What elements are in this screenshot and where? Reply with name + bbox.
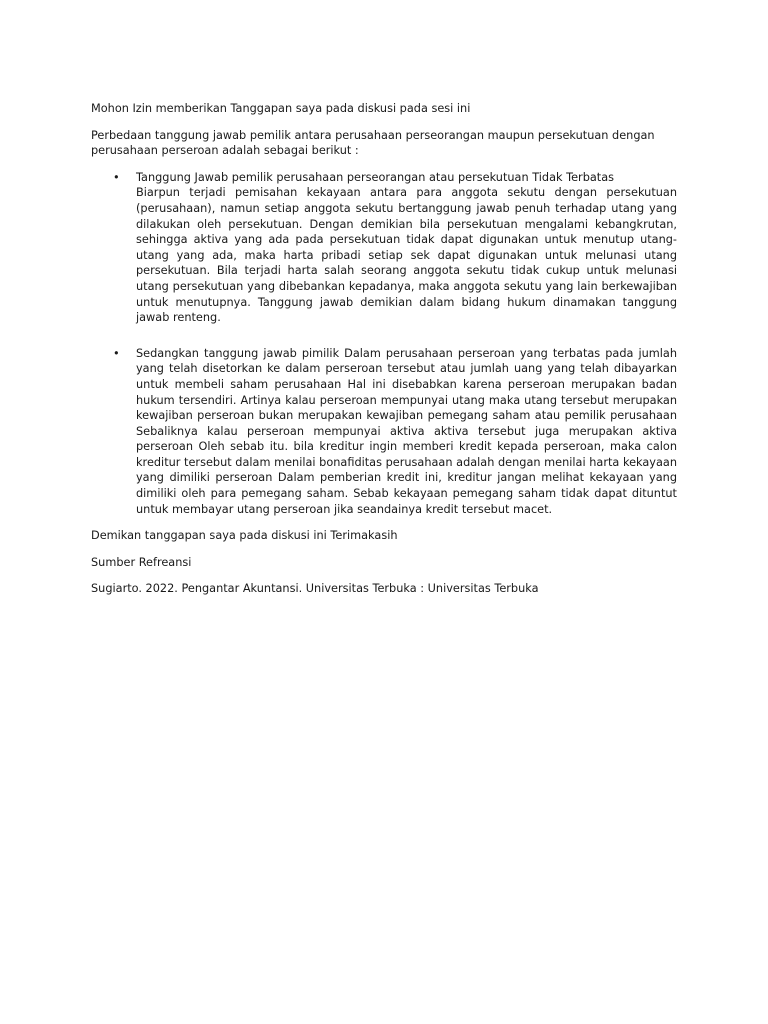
bullet-icon: • bbox=[113, 346, 120, 360]
source-label: Sumber Refreansi bbox=[91, 555, 192, 569]
list-item bbox=[91, 346, 677, 518]
lead-paragraph: Perbedaan tanggung jawab pemilik antara perusahaan perseorangan maupun persekutuan dengan perusahaan perseroan adalah sebagai berikut : bbox=[91, 128, 655, 158]
intro-paragraph: Mohon Izin memberikan Tanggapan saya pada diskusi pada sesi ini bbox=[91, 102, 471, 115]
citation: Sugiarto. 2022. Pengantar Akuntansi. Universitas Terbuka : Universitas Terbuka bbox=[91, 582, 539, 596]
document-body bbox=[91, 101, 677, 608]
bullet-body: Sedangkan tanggung jawab pimilik Dalam perusahaan perseroan yang terbatas pada jumlah yang telah disetorkan ke dalam perseroan tersebut atau jumlah uang yang telah dibayarkan untuk membeli saham perusahaan Hal ini disebabkan karena perseroan merupakan badan hukum tersendiri. Artinya kalau perseroan mempunyai utang maka utang tersebut merupakan kewajiban perseroan bukan merupakan kewajiban pemegang saham atau pemilik perusahaan Sebaliknya kalau perseroan mempunyai aktiva aktiva tersebut juga merupakan aktiva perseroan Oleh sebab itu. bila kreditur ingin memberi kredit kepada perseroan, maka calon kreditur tersebut dalam menilai bonafiditas perusahaan adalah dengan menilai harta kekayaan yang dimiliki perseroan Dalam pemberian kredit ini, kreditur jangan melihat kekayaan yang dimiliki oleh para pemegang saham. Sebab kekayaan pemegang saham tidak dapat dituntut untuk membayar utang perseroan jika seandainya kredit tersebut macet. bbox=[136, 346, 677, 516]
bullet-heading: Tanggung Jawab pemilik perusahaan perseorangan atau persekutuan Tidak Terbatas bbox=[136, 170, 615, 184]
bullet-icon: • bbox=[113, 170, 120, 184]
closing-paragraph: Demikan tanggapan saya pada diskusi ini Terimakasih bbox=[91, 529, 398, 543]
list-item bbox=[91, 170, 677, 326]
bullet-list bbox=[91, 170, 677, 517]
bullet-body: Biarpun terjadi pemisahan kekayaan antara para anggota sekutu dengan persekutuan (perusahaan), namun setiap anggota sekutu bertanggung jawab penuh terhadap utang yang dilakukan oleh persekutuan. Dengan demikian bila persekutuan mengalami kebangkrutan, sehingga aktiva yang ada pada persekutuan tidak dapat digunakan untuk menutup utang-utang yang ada, maka harta pribadi setiap sek dapat digunakan untuk melunasi utang persekutuan. Bila terjadi harta salah seorang anggota sekutu tidak cukup untuk melunasi utang persekutuan yang dibebankan kepadanya, maka anggota sekutu yang lain berkewajiban untuk menutupnya. Tanggung jawab demikian dalam bidang hukum dinamakan tanggung jawab renteng. bbox=[136, 186, 677, 325]
